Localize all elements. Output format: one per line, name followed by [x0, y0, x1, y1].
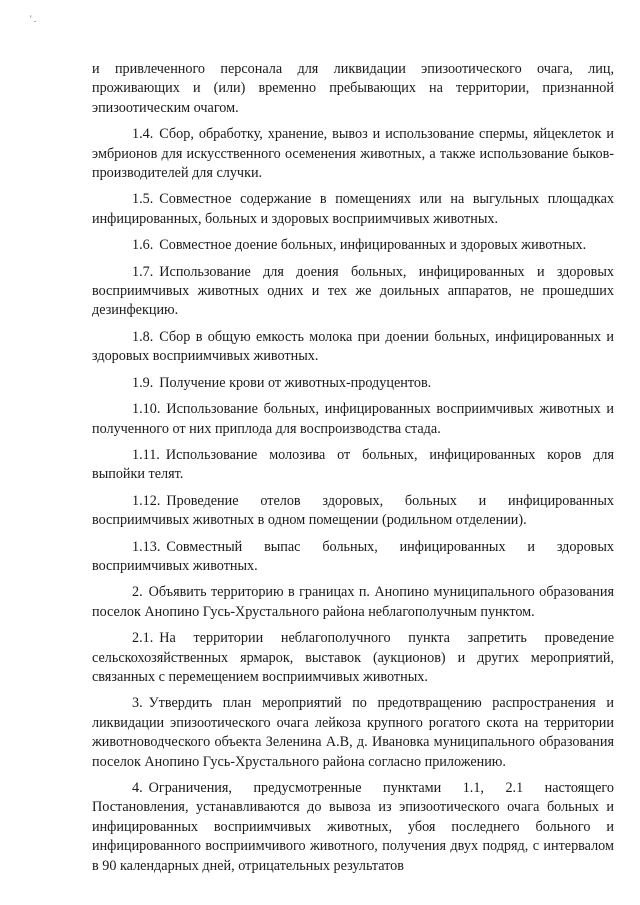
paragraph-3: [92, 694, 614, 772]
paragraph-number: 1.13.: [132, 538, 161, 555]
paragraph-2-1: [92, 629, 614, 687]
paragraph-1-7: [92, 263, 614, 321]
paragraph-text: На территории неблагополучного пункта запретить проведение сельскохозяйственных ярмарок, выставок (аукционов) и других мероприятий, связанных с перемещением восприимчивых животных.: [92, 630, 614, 685]
paragraph-continuation: [92, 60, 614, 118]
paragraph-text: Ограничения, предусмотренные пунктами 1.1, 2.1 настоящего Постановления, устанавливаются до вывоза из эпизоотического очага больных и инфицированных восприимчивых животных, убоя последнего больного и инфицированного восприимчивого животного, получения двух подряд, с интервалом в 90 календарных дней, отрицательных результатов: [92, 780, 614, 874]
paragraph-number: 1.6.: [132, 237, 154, 254]
paragraph-1-4: [92, 125, 614, 183]
paragraph-number: 3.: [132, 695, 143, 712]
paragraph-text: Совместное содержание в помещениях или на выгульных площадках инфицированных, больных и здоровых восприимчивых животных.: [92, 191, 614, 227]
paragraph-1-11: [92, 446, 614, 485]
paragraph-text: Утвердить план мероприятий по предотвращению распространения и ликвидации эпизоотического очага лейкоза крупного рогатого скота на территории животноводческого объекта Зеленина А.В, д. Ивановка муниципального образования поселок Анопино Гусь-Хрустального района согласно приложению.: [92, 695, 614, 770]
paragraph-text: Использование больных, инфицированных восприимчивых животных и полученного от них приплода для воспроизводства стада.: [92, 401, 614, 437]
paragraph-1-8: [92, 328, 614, 367]
paragraph-1-10: [92, 400, 614, 439]
paragraph-number: 1.10.: [132, 401, 161, 418]
paragraph-1-6: [92, 236, 614, 255]
paragraph-text: Сбор в общую емкость молока при доении больных, инфицированных и здоровых восприимчивых животных.: [92, 328, 614, 365]
paragraph-number: 4.: [132, 780, 143, 796]
paragraph-text: Проведение отелов здоровых, больных и инфицированных восприимчивых животных в одном помещении (родильном отделении).: [92, 492, 614, 529]
paragraph-number: 1.12.: [132, 492, 161, 509]
paragraph-1-9: [92, 374, 614, 393]
paragraph-text: Получение крови от животных-продуцентов.: [159, 374, 432, 391]
paragraph-number: 1.4.: [132, 126, 154, 143]
paragraph-number: 2.: [132, 584, 143, 601]
paragraph-text: Использование молозива от больных, инфицированных коров для выпойки телят.: [92, 446, 614, 483]
paragraph-1-5: [92, 190, 614, 229]
paragraph-text: Использование для доения больных, инфицированных и здоровых восприимчивых животных одних и тех же доильных аппаратов, не прошедших дезинфекцию.: [92, 263, 614, 319]
paragraph-text: Объявить территорию в границах п. Анопино муниципального образования поселок Анопино Гусь-Хрустального района неблагополучным пунктом.: [92, 584, 614, 620]
paragraph-2: [92, 583, 614, 622]
paragraph-1-12: [92, 492, 614, 531]
paragraph-text: Совместное доение больных, инфицированных и здоровых животных.: [159, 237, 587, 254]
paragraph-number: 1.5.: [132, 191, 154, 208]
paragraph-number: 2.1.: [132, 630, 154, 647]
paragraph-text: и привлеченного персонала для ликвидации эпизоотического очага, лиц, проживающих и (или) временно пребывающих на территории, признанной эпизоотическим очагом.: [92, 61, 614, 116]
paragraph-number: 1.11.: [132, 446, 160, 463]
document-body: [92, 60, 614, 883]
paragraph-number: 1.7.: [132, 263, 154, 280]
paragraph-1-13: [92, 538, 614, 577]
scan-marks: ' .: [30, 14, 37, 24]
paragraph-text: Сбор, обработку, хранение, вывоз и использование спермы, яйцеклеток и эмбрионов для искусственного осеменения животных, а также использование быков-производителей для случки.: [92, 126, 614, 182]
paragraph-number: 1.9.: [132, 374, 154, 391]
paragraph-4: [92, 779, 614, 876]
paragraph-text: Совместный выпас больных, инфицированных и здоровых восприимчивых животных.: [92, 538, 614, 574]
paragraph-number: 1.8.: [132, 328, 154, 345]
